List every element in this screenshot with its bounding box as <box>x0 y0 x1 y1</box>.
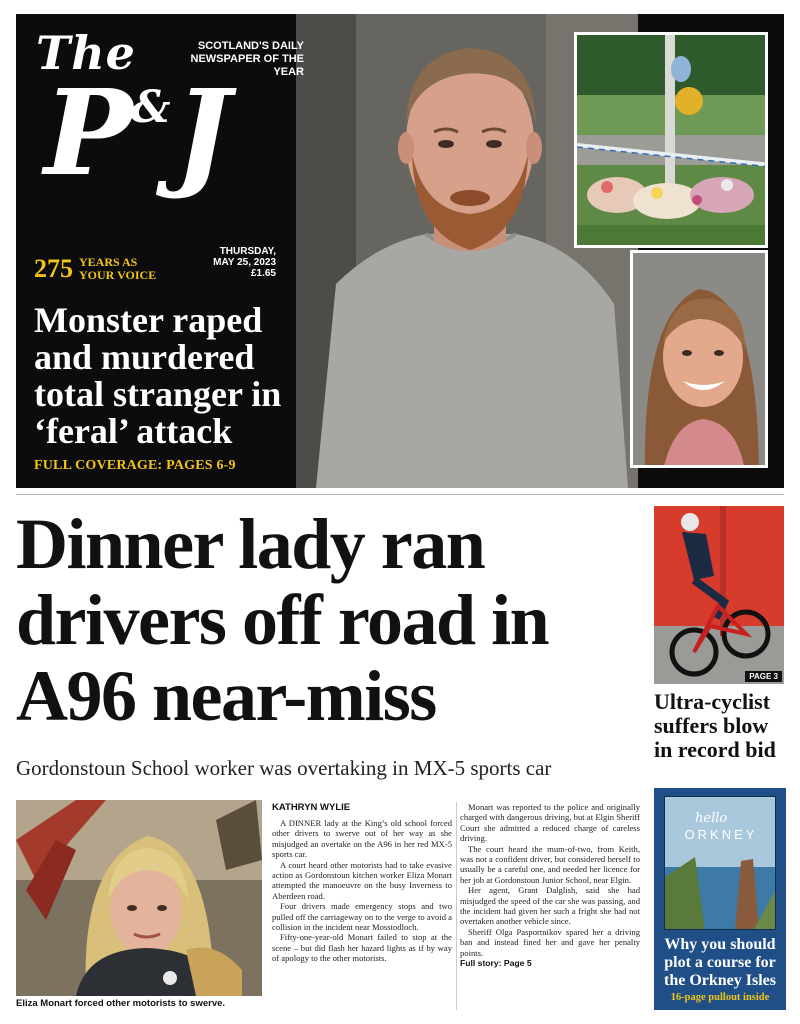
masthead-tagline <box>164 40 304 79</box>
photo-eliza-monart <box>16 800 262 996</box>
tagline-line1: SCOTLAND'S DAILY <box>197 40 304 52</box>
story-column-2 <box>460 802 640 969</box>
lead-headline[interactable]: Monster raped and murdered total stranger in ‘feral’ attack <box>34 300 282 451</box>
masthead-amp: & <box>130 82 171 133</box>
issue-date-text: MAY 25, 2023 <box>213 257 276 268</box>
orkney-pullout: 16-page pullout inside <box>670 992 770 1003</box>
top-banner <box>16 14 784 488</box>
story-paragraph: Monart was reported to the police and originally charged with dangerous driving, but at Elgin Sheriff Court she admitted a reduced charge of careless driving. <box>460 802 640 844</box>
orkney-cover-hello: hello <box>695 811 728 826</box>
story-paragraph: A DINNER lady at the King’s old school forced other drivers to swerve out of her way as she misjudged an overtake on the A96 in her red MX-5 sports car. <box>272 818 452 860</box>
tagline-line2: NEWSPAPER OF THE YEAR <box>190 53 304 78</box>
orkney-cover-image <box>664 796 776 930</box>
photo-caption: Eliza Monart forced other motorists to swerve. <box>16 998 226 1009</box>
masthead-p: P <box>44 63 127 202</box>
photo-cyclist <box>654 506 784 684</box>
anniversary-number: 275 <box>34 254 73 283</box>
story-paragraph: Sheriff Olga Pasportnikov spared her a driving ban and instead fined her and gave her penalty points. <box>460 926 640 958</box>
byline: KATHRYN WYLIE <box>272 802 351 813</box>
main-standfirst: Gordonstoun School worker was overtaking in MX-5 sports car <box>16 756 552 780</box>
story-paragraph: Four drivers made emergency stops and two pulled off the carriageway on to the verge to avoid a collision in the incident near Mosstodloch. <box>272 901 452 933</box>
issue-day: THURSDAY, <box>219 246 276 257</box>
story-paragraph: A court heard other motorists had to take evasive action as Gordonstoun kitchen worker Eliza Monart attempted the manoeuvre on the busy Inverness to Aberdeen road. <box>272 859 452 901</box>
masthead-the: The <box>36 26 136 80</box>
issue-date <box>196 246 276 279</box>
section-divider <box>16 494 784 495</box>
photo-floral-tributes <box>574 32 768 248</box>
photo-victim <box>630 250 768 468</box>
orkney-headline: Why you should plot a course for the Orkney Isles <box>664 936 776 989</box>
anniversary-badge <box>34 254 156 284</box>
orkney-promo[interactable] <box>654 788 786 1010</box>
anniversary-text <box>79 256 156 282</box>
story-paragraph: The court heard the mum-of-two, from Keith, was not a confident driver, but considered herself to usually be a careful one, and needed her licence for her job at Gordonstoun Junior School, near Elgin. <box>460 843 640 885</box>
masthead <box>34 26 304 246</box>
column-rule <box>456 802 457 1010</box>
anniversary-line1: YEARS AS <box>79 255 138 269</box>
issue-price: £1.65 <box>250 268 276 279</box>
cyclist-headline[interactable]: Ultra-cyclist suffers blow in record bid <box>654 689 776 762</box>
masthead-j: J <box>174 63 225 202</box>
orkney-cover-title: ORKNEY <box>684 827 758 842</box>
anniversary-line2: YOUR VOICE <box>79 268 157 282</box>
main-headline[interactable]: Dinner lady ran drivers off road in A96 near-miss <box>16 504 549 736</box>
story-paragraph: Fifty-one-year-old Monart failed to stop at the scene – but did flash her hazard lights as if by way of apology to the other motorists. <box>272 932 452 964</box>
full-story-link[interactable]: Full story: Page 5 <box>460 958 532 969</box>
cyclist-page-tag[interactable]: PAGE 3 <box>745 671 782 682</box>
masthead-logo <box>44 63 225 202</box>
story-paragraph: Her agent, Grant Dalglish, said she had misjudged the speed of the car she was passing, and the incident had given her such a fright she had not overtaken another vehicle since. <box>460 885 640 927</box>
story-column-1 <box>272 818 452 964</box>
lead-coverage-link[interactable]: FULL COVERAGE: PAGES 6-9 <box>34 458 236 473</box>
